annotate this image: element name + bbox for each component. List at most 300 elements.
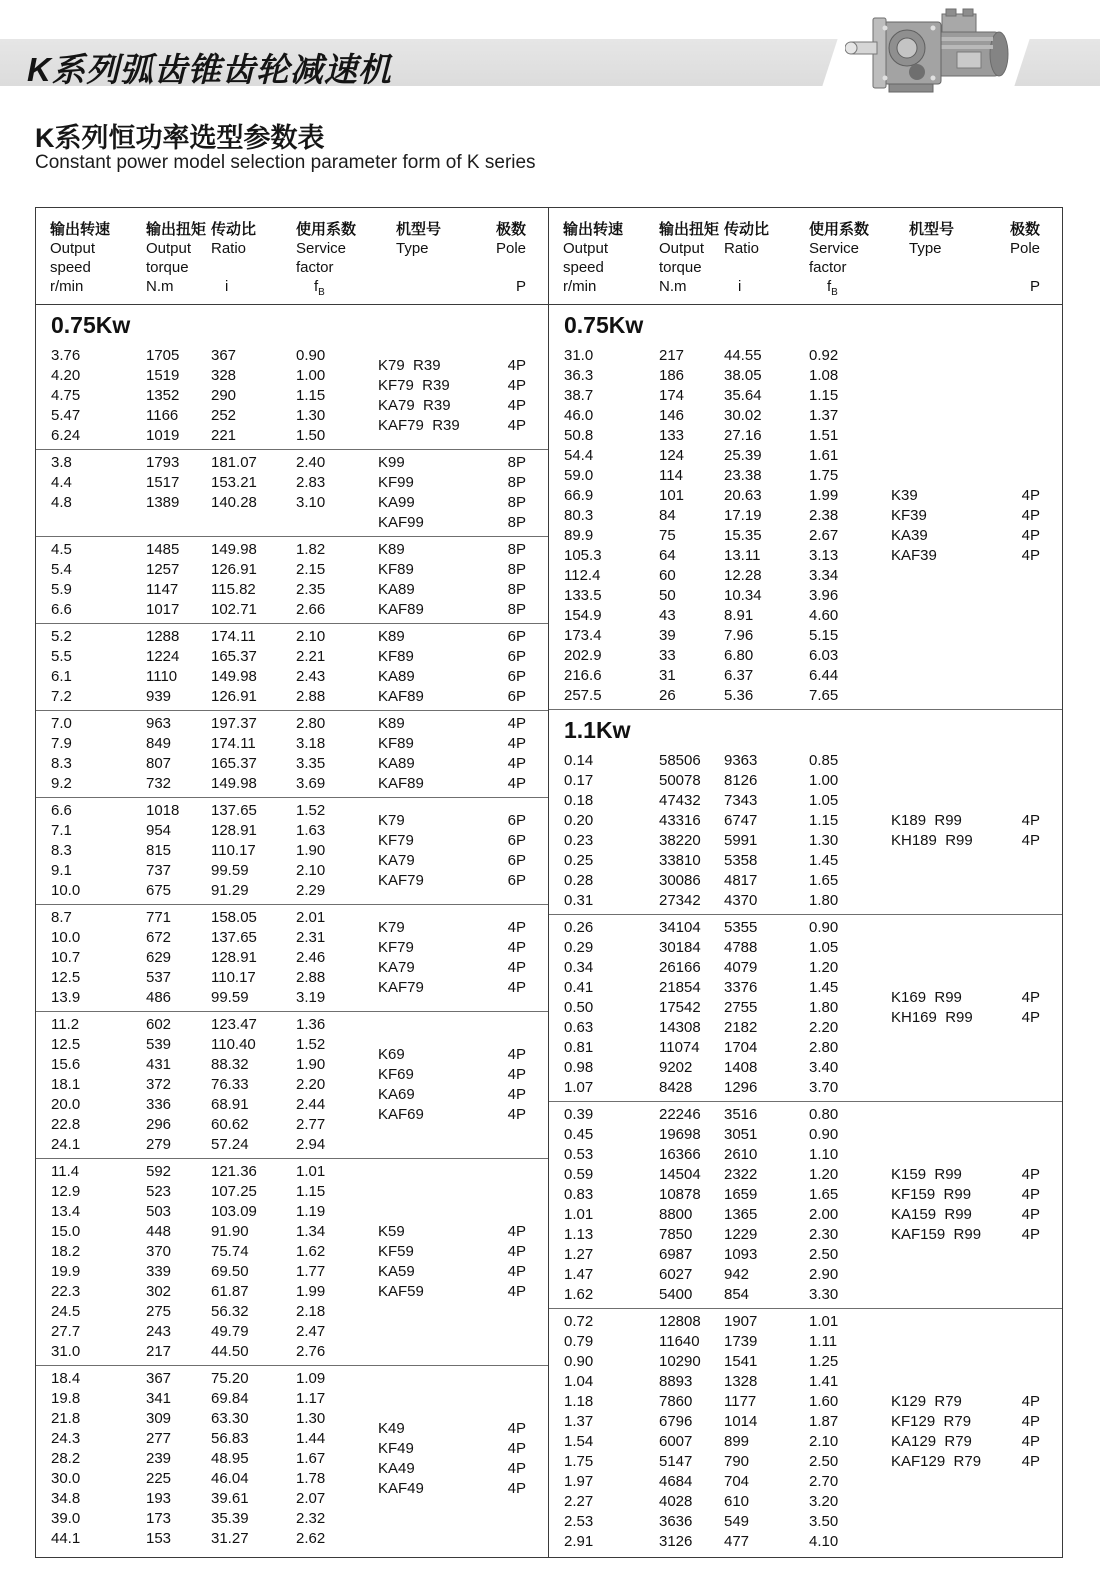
column-headers-left bbox=[36, 208, 548, 305]
factor-cell: 1.01 bbox=[296, 1163, 326, 1180]
factor-cell: 2.50 bbox=[809, 1453, 839, 1470]
speed-cell: 19.9 bbox=[51, 1263, 81, 1280]
type-cell: KA89 bbox=[378, 755, 415, 772]
type-cell: KAF69 bbox=[378, 1106, 424, 1123]
torque-cell: 277 bbox=[146, 1430, 172, 1447]
type-cell: KAF129 R79 bbox=[891, 1453, 982, 1470]
torque-cell: 7850 bbox=[659, 1226, 693, 1243]
pole-cell: 6P bbox=[507, 628, 526, 645]
factor-cell: 2.50 bbox=[809, 1246, 839, 1263]
page-title-en: Constant power model selection parameter form of K series bbox=[35, 152, 536, 173]
table-row bbox=[36, 948, 378, 968]
pole-cell: 8P bbox=[507, 601, 526, 618]
torque-cell: 8800 bbox=[659, 1206, 693, 1223]
factor-cell: 2.30 bbox=[809, 1226, 839, 1243]
table-row bbox=[549, 1512, 891, 1532]
pole-cell: 4P bbox=[1021, 1393, 1040, 1410]
torque-cell: 675 bbox=[146, 882, 172, 899]
factor-cell: 1.80 bbox=[809, 999, 839, 1016]
row-group bbox=[549, 914, 1062, 1101]
ratio-cell: 107.25 bbox=[211, 1183, 257, 1200]
type-list bbox=[891, 988, 1062, 1028]
speed-cell: 2.27 bbox=[564, 1493, 594, 1510]
ratio-cell: 75.74 bbox=[211, 1243, 249, 1260]
speed-cell: 5.5 bbox=[51, 648, 72, 665]
torque-cell: 33810 bbox=[659, 852, 701, 869]
table-row bbox=[549, 871, 891, 891]
factor-cell: 1.15 bbox=[809, 812, 839, 829]
pole-cell: 4P bbox=[1021, 527, 1040, 544]
type-row bbox=[891, 526, 1040, 546]
table-row bbox=[36, 714, 378, 734]
ratio-cell: 57.24 bbox=[211, 1136, 249, 1153]
speed-cell: 15.0 bbox=[51, 1223, 81, 1240]
ratio-cell: 942 bbox=[724, 1266, 750, 1283]
torque-cell: 5147 bbox=[659, 1453, 693, 1470]
speed-cell: 133.5 bbox=[564, 587, 602, 604]
ratio-cell: 102.71 bbox=[211, 601, 257, 618]
factor-cell: 1.19 bbox=[296, 1203, 326, 1220]
factor-cell: 1.65 bbox=[809, 872, 839, 889]
factor-cell: 2.43 bbox=[296, 668, 326, 685]
factor-cell: 1.20 bbox=[809, 1166, 839, 1183]
speed-cell: 20.0 bbox=[51, 1096, 81, 1113]
pole-cell: 4P bbox=[1021, 1206, 1040, 1223]
factor-cell: 1.15 bbox=[296, 387, 326, 404]
row-group bbox=[36, 904, 548, 1011]
factor-cell: 3.69 bbox=[296, 775, 326, 792]
row-group bbox=[36, 343, 548, 449]
pole-cell: 4P bbox=[507, 775, 526, 792]
ratio-cell: 9363 bbox=[724, 752, 758, 769]
torque-cell: 1166 bbox=[146, 407, 179, 424]
type-row bbox=[891, 1432, 1040, 1452]
factor-cell: 1.34 bbox=[296, 1223, 326, 1240]
type-cell: KF49 bbox=[378, 1440, 414, 1457]
speed-cell: 31.0 bbox=[51, 1343, 81, 1360]
table-row bbox=[36, 580, 378, 600]
torque-cell: 30086 bbox=[659, 872, 701, 889]
factor-cell: 0.90 bbox=[809, 1126, 839, 1143]
factor-cell: 1.82 bbox=[296, 541, 326, 558]
type-row bbox=[378, 774, 526, 794]
pole-cell: 4P bbox=[507, 919, 526, 936]
pole-cell: 6P bbox=[507, 668, 526, 685]
speed-cell: 0.23 bbox=[564, 832, 594, 849]
speed-cell: 46.0 bbox=[564, 407, 594, 424]
table-row bbox=[36, 861, 378, 881]
ratio-cell: 110.40 bbox=[211, 1036, 256, 1053]
table-left-half bbox=[36, 208, 549, 1557]
torque-cell: 431 bbox=[146, 1056, 172, 1073]
table-row bbox=[549, 1125, 891, 1145]
table-row bbox=[36, 600, 378, 620]
torque-cell: 1019 bbox=[146, 427, 180, 444]
table-row bbox=[36, 1015, 378, 1035]
ratio-cell: 610 bbox=[724, 1493, 750, 1510]
torque-cell: 372 bbox=[146, 1076, 172, 1093]
torque-cell: 1018 bbox=[146, 802, 180, 819]
row-group bbox=[36, 1158, 548, 1365]
factor-cell: 2.10 bbox=[296, 628, 326, 645]
ratio-cell: 174.11 bbox=[211, 735, 256, 752]
factor-cell: 2.66 bbox=[296, 601, 326, 618]
torque-cell: 153 bbox=[146, 1530, 172, 1547]
torque-cell: 173 bbox=[146, 1510, 172, 1527]
type-row bbox=[378, 667, 526, 687]
speed-cell: 8.7 bbox=[51, 909, 72, 926]
torque-cell: 133 bbox=[659, 427, 685, 444]
torque-cell: 1517 bbox=[146, 474, 180, 491]
table-row bbox=[549, 1532, 891, 1552]
type-row bbox=[378, 754, 526, 774]
ratio-cell: 6.80 bbox=[724, 647, 754, 664]
factor-cell: 1.30 bbox=[809, 832, 839, 849]
speed-cell: 22.8 bbox=[51, 1116, 81, 1133]
ratio-cell: 60.62 bbox=[211, 1116, 249, 1133]
table-row bbox=[549, 366, 891, 386]
speed-cell: 257.5 bbox=[564, 687, 602, 704]
type-list bbox=[378, 811, 548, 891]
type-row bbox=[378, 851, 526, 871]
type-cell: K169 R99 bbox=[891, 989, 962, 1006]
type-cell: KA49 bbox=[378, 1460, 415, 1477]
type-cell: KAF89 bbox=[378, 688, 424, 705]
factor-cell: 7.65 bbox=[809, 687, 839, 704]
header-ratio: 传动比 Ratio i bbox=[211, 221, 257, 295]
table-row bbox=[36, 1389, 378, 1409]
ratio-cell: 704 bbox=[724, 1473, 750, 1490]
factor-cell: 3.20 bbox=[809, 1493, 839, 1510]
numeric-rows bbox=[549, 751, 891, 911]
type-row bbox=[378, 1439, 526, 1459]
type-cell: KF99 bbox=[378, 474, 414, 491]
type-cell: KF89 bbox=[378, 735, 414, 752]
factor-cell: 1.11 bbox=[809, 1333, 838, 1350]
factor-cell: 1.90 bbox=[296, 842, 326, 859]
table-row bbox=[549, 426, 891, 446]
type-row bbox=[378, 416, 526, 436]
factor-cell: 6.03 bbox=[809, 647, 839, 664]
factor-cell: 1.25 bbox=[809, 1353, 839, 1370]
factor-cell: 2.46 bbox=[296, 949, 326, 966]
torque-cell: 367 bbox=[146, 1370, 172, 1387]
ratio-cell: 153.21 bbox=[211, 474, 257, 491]
speed-cell: 10.7 bbox=[51, 949, 81, 966]
numeric-rows bbox=[549, 1312, 891, 1552]
pole-cell: 4P bbox=[1021, 1166, 1040, 1183]
type-row bbox=[378, 1242, 526, 1262]
table-row bbox=[549, 446, 891, 466]
type-row bbox=[378, 1419, 526, 1439]
type-cell: KF69 bbox=[378, 1066, 414, 1083]
speed-cell: 12.5 bbox=[51, 1036, 81, 1053]
ratio-cell: 165.37 bbox=[211, 755, 257, 772]
speed-cell: 30.0 bbox=[51, 1470, 81, 1487]
torque-cell: 193 bbox=[146, 1490, 172, 1507]
type-row bbox=[378, 396, 526, 416]
table-row bbox=[549, 1225, 891, 1245]
table-row bbox=[36, 1322, 378, 1342]
speed-cell: 5.9 bbox=[51, 581, 72, 598]
ratio-cell: 137.65 bbox=[211, 802, 257, 819]
table-body-left bbox=[36, 305, 548, 1557]
speed-cell: 18.4 bbox=[51, 1370, 81, 1387]
type-row bbox=[378, 734, 526, 754]
type-cell: K59 bbox=[378, 1223, 405, 1240]
type-cell: KF159 R99 bbox=[891, 1186, 972, 1203]
torque-cell: 186 bbox=[659, 367, 685, 384]
type-cell: KAF49 bbox=[378, 1480, 424, 1497]
ratio-cell: 221 bbox=[211, 427, 237, 444]
factor-cell: 1.36 bbox=[296, 1016, 326, 1033]
ratio-cell: 44.55 bbox=[724, 347, 762, 364]
speed-cell: 10.0 bbox=[51, 929, 81, 946]
speed-cell: 112.4 bbox=[564, 567, 601, 584]
product-image bbox=[845, 4, 1020, 109]
factor-cell: 1.01 bbox=[809, 1313, 839, 1330]
type-row bbox=[378, 513, 526, 533]
type-row bbox=[378, 714, 526, 734]
pole-cell: 8P bbox=[507, 474, 526, 491]
pole-cell: 6P bbox=[507, 648, 526, 665]
table-row bbox=[36, 1222, 378, 1242]
factor-cell: 2.15 bbox=[296, 561, 326, 578]
type-cell: KAF99 bbox=[378, 514, 424, 531]
torque-cell: 939 bbox=[146, 688, 172, 705]
factor-cell: 0.90 bbox=[296, 347, 326, 364]
ratio-cell: 6747 bbox=[724, 812, 758, 829]
pole-cell: 6P bbox=[507, 872, 526, 889]
ratio-cell: 39.61 bbox=[211, 1490, 249, 1507]
speed-cell: 80.3 bbox=[564, 507, 594, 524]
table-right-half bbox=[549, 208, 1062, 1557]
table-row bbox=[549, 486, 891, 506]
pole-cell: 8P bbox=[507, 561, 526, 578]
numeric-rows bbox=[36, 908, 378, 1008]
speed-cell: 15.6 bbox=[51, 1056, 81, 1073]
speed-cell: 1.18 bbox=[564, 1393, 594, 1410]
ratio-cell: 61.87 bbox=[211, 1283, 249, 1300]
torque-cell: 17542 bbox=[659, 999, 701, 1016]
pole-cell: 4P bbox=[1021, 832, 1040, 849]
torque-cell: 9202 bbox=[659, 1059, 693, 1076]
speed-cell: 7.2 bbox=[51, 688, 72, 705]
table-row bbox=[36, 386, 378, 406]
torque-cell: 1705 bbox=[146, 347, 180, 364]
torque-cell: 523 bbox=[146, 1183, 172, 1200]
type-cell: KA79 R39 bbox=[378, 397, 451, 414]
factor-cell: 1.05 bbox=[809, 792, 839, 809]
type-cell: KA99 bbox=[378, 494, 415, 511]
type-cell: KF129 R79 bbox=[891, 1413, 972, 1430]
speed-cell: 54.4 bbox=[564, 447, 594, 464]
speed-cell: 12.9 bbox=[51, 1183, 81, 1200]
factor-cell: 1.61 bbox=[809, 447, 839, 464]
torque-cell: 275 bbox=[146, 1303, 172, 1320]
type-cell: KAF79 bbox=[378, 872, 424, 889]
factor-cell: 1.15 bbox=[296, 1183, 326, 1200]
torque-cell: 486 bbox=[146, 989, 172, 1006]
factor-cell: 1.15 bbox=[809, 387, 839, 404]
table-row bbox=[549, 1165, 891, 1185]
speed-cell: 39.0 bbox=[51, 1510, 81, 1527]
ratio-cell: 8126 bbox=[724, 772, 758, 789]
table-row bbox=[36, 928, 378, 948]
ratio-cell: 5358 bbox=[724, 852, 758, 869]
type-row bbox=[378, 1222, 526, 1242]
speed-cell: 18.1 bbox=[51, 1076, 81, 1093]
torque-cell: 22246 bbox=[659, 1106, 701, 1123]
factor-cell: 1.63 bbox=[296, 822, 326, 839]
table-body-right bbox=[549, 305, 1062, 1557]
torque-cell: 64 bbox=[659, 547, 676, 564]
torque-cell: 4028 bbox=[659, 1493, 693, 1510]
ratio-cell: 2755 bbox=[724, 999, 758, 1016]
table-row bbox=[549, 938, 891, 958]
ratio-cell: 4079 bbox=[724, 959, 758, 976]
type-row bbox=[378, 453, 526, 473]
type-row bbox=[378, 493, 526, 513]
torque-cell: 12808 bbox=[659, 1313, 701, 1330]
speed-cell: 6.6 bbox=[51, 802, 72, 819]
pole-cell: 8P bbox=[507, 454, 526, 471]
table-row bbox=[36, 881, 378, 901]
type-cell: KA79 bbox=[378, 852, 415, 869]
header-type: 机型号 Type bbox=[396, 221, 442, 257]
speed-cell: 7.9 bbox=[51, 735, 72, 752]
ratio-cell: 181.07 bbox=[211, 454, 257, 471]
ratio-cell: 110.17 bbox=[211, 842, 256, 859]
ratio-cell: 1014 bbox=[724, 1413, 758, 1430]
numeric-rows bbox=[36, 1369, 378, 1549]
ratio-cell: 7343 bbox=[724, 792, 758, 809]
ratio-cell: 30.02 bbox=[724, 407, 762, 424]
ratio-cell: 158.05 bbox=[211, 909, 257, 926]
torque-cell: 6007 bbox=[659, 1433, 693, 1450]
row-group bbox=[549, 1308, 1062, 1555]
table-row bbox=[549, 1352, 891, 1372]
speed-cell: 0.26 bbox=[564, 919, 594, 936]
table-row bbox=[549, 1185, 891, 1205]
type-cell: K189 R99 bbox=[891, 812, 962, 829]
torque-cell: 3126 bbox=[659, 1533, 693, 1550]
factor-cell: 3.10 bbox=[296, 494, 326, 511]
table-row bbox=[36, 1369, 378, 1389]
type-row bbox=[378, 958, 526, 978]
factor-cell: 4.60 bbox=[809, 607, 839, 624]
row-group bbox=[36, 1365, 548, 1552]
ratio-cell: 99.59 bbox=[211, 862, 249, 879]
type-row bbox=[378, 1262, 526, 1282]
factor-cell: 1.08 bbox=[809, 367, 839, 384]
speed-cell: 21.8 bbox=[51, 1410, 81, 1427]
torque-cell: 31 bbox=[659, 667, 676, 684]
torque-cell: 296 bbox=[146, 1116, 172, 1133]
ratio-cell: 4370 bbox=[724, 892, 758, 909]
factor-cell: 0.90 bbox=[809, 919, 839, 936]
ratio-cell: 1177 bbox=[724, 1393, 757, 1410]
type-row bbox=[891, 831, 1040, 851]
ratio-cell: 1907 bbox=[724, 1313, 758, 1330]
speed-cell: 13.4 bbox=[51, 1203, 81, 1220]
ratio-cell: 12.28 bbox=[724, 567, 762, 584]
type-list bbox=[891, 811, 1062, 851]
factor-cell: 1.00 bbox=[296, 367, 326, 384]
factor-cell: 2.94 bbox=[296, 1136, 326, 1153]
type-cell: KAF59 bbox=[378, 1283, 424, 1300]
factor-cell: 1.99 bbox=[809, 487, 839, 504]
speed-cell: 9.1 bbox=[51, 862, 72, 879]
type-row bbox=[891, 1205, 1040, 1225]
table-row bbox=[36, 1429, 378, 1449]
table-row bbox=[36, 988, 378, 1008]
header-type: 机型号 Type bbox=[909, 221, 955, 257]
torque-cell: 1110 bbox=[146, 668, 178, 685]
row-group bbox=[549, 1101, 1062, 1308]
speed-cell: 0.41 bbox=[564, 979, 594, 996]
ratio-cell: 17.19 bbox=[724, 507, 762, 524]
factor-cell: 3.50 bbox=[809, 1513, 839, 1530]
ratio-cell: 91.29 bbox=[211, 882, 249, 899]
type-row bbox=[891, 1185, 1040, 1205]
table-row bbox=[549, 1432, 891, 1452]
ratio-cell: 126.91 bbox=[211, 688, 257, 705]
ratio-cell: 48.95 bbox=[211, 1450, 249, 1467]
table-row bbox=[549, 891, 891, 911]
factor-cell: 1.45 bbox=[809, 852, 839, 869]
numeric-rows bbox=[36, 801, 378, 901]
type-cell: KH169 R99 bbox=[891, 1009, 973, 1026]
factor-cell: 1.99 bbox=[296, 1283, 326, 1300]
factor-cell: 1.30 bbox=[296, 407, 326, 424]
row-group bbox=[36, 623, 548, 710]
torque-cell: 279 bbox=[146, 1136, 172, 1153]
torque-cell: 1257 bbox=[146, 561, 180, 578]
numeric-rows bbox=[549, 918, 891, 1098]
factor-cell: 1.37 bbox=[809, 407, 839, 424]
speed-cell: 5.4 bbox=[51, 561, 72, 578]
header-pole: 极数 Pole P bbox=[495, 221, 526, 295]
torque-cell: 34104 bbox=[659, 919, 701, 936]
table-row bbox=[549, 811, 891, 831]
type-cell: KAF89 bbox=[378, 601, 424, 618]
numeric-rows bbox=[36, 540, 378, 620]
table-row bbox=[36, 426, 378, 446]
type-cell: KF59 bbox=[378, 1243, 414, 1260]
table-row bbox=[549, 646, 891, 666]
speed-cell: 0.31 bbox=[564, 892, 594, 909]
ratio-cell: 38.05 bbox=[724, 367, 762, 384]
type-cell: K39 bbox=[891, 487, 918, 504]
ratio-cell: 126.91 bbox=[211, 561, 257, 578]
torque-cell: 1485 bbox=[146, 541, 180, 558]
factor-cell: 2.29 bbox=[296, 882, 326, 899]
row-group bbox=[36, 797, 548, 904]
ratio-cell: 121.36 bbox=[211, 1163, 257, 1180]
pole-cell: 4P bbox=[507, 1106, 526, 1123]
speed-cell: 1.04 bbox=[564, 1373, 594, 1390]
type-list bbox=[378, 627, 548, 707]
type-row bbox=[378, 918, 526, 938]
ratio-cell: 790 bbox=[724, 1453, 750, 1470]
ratio-cell: 3051 bbox=[724, 1126, 758, 1143]
ratio-cell: 10.34 bbox=[724, 587, 762, 604]
row-group bbox=[549, 748, 1062, 914]
pole-cell: 4P bbox=[507, 979, 526, 996]
ratio-cell: 1229 bbox=[724, 1226, 758, 1243]
speed-cell: 0.29 bbox=[564, 939, 594, 956]
